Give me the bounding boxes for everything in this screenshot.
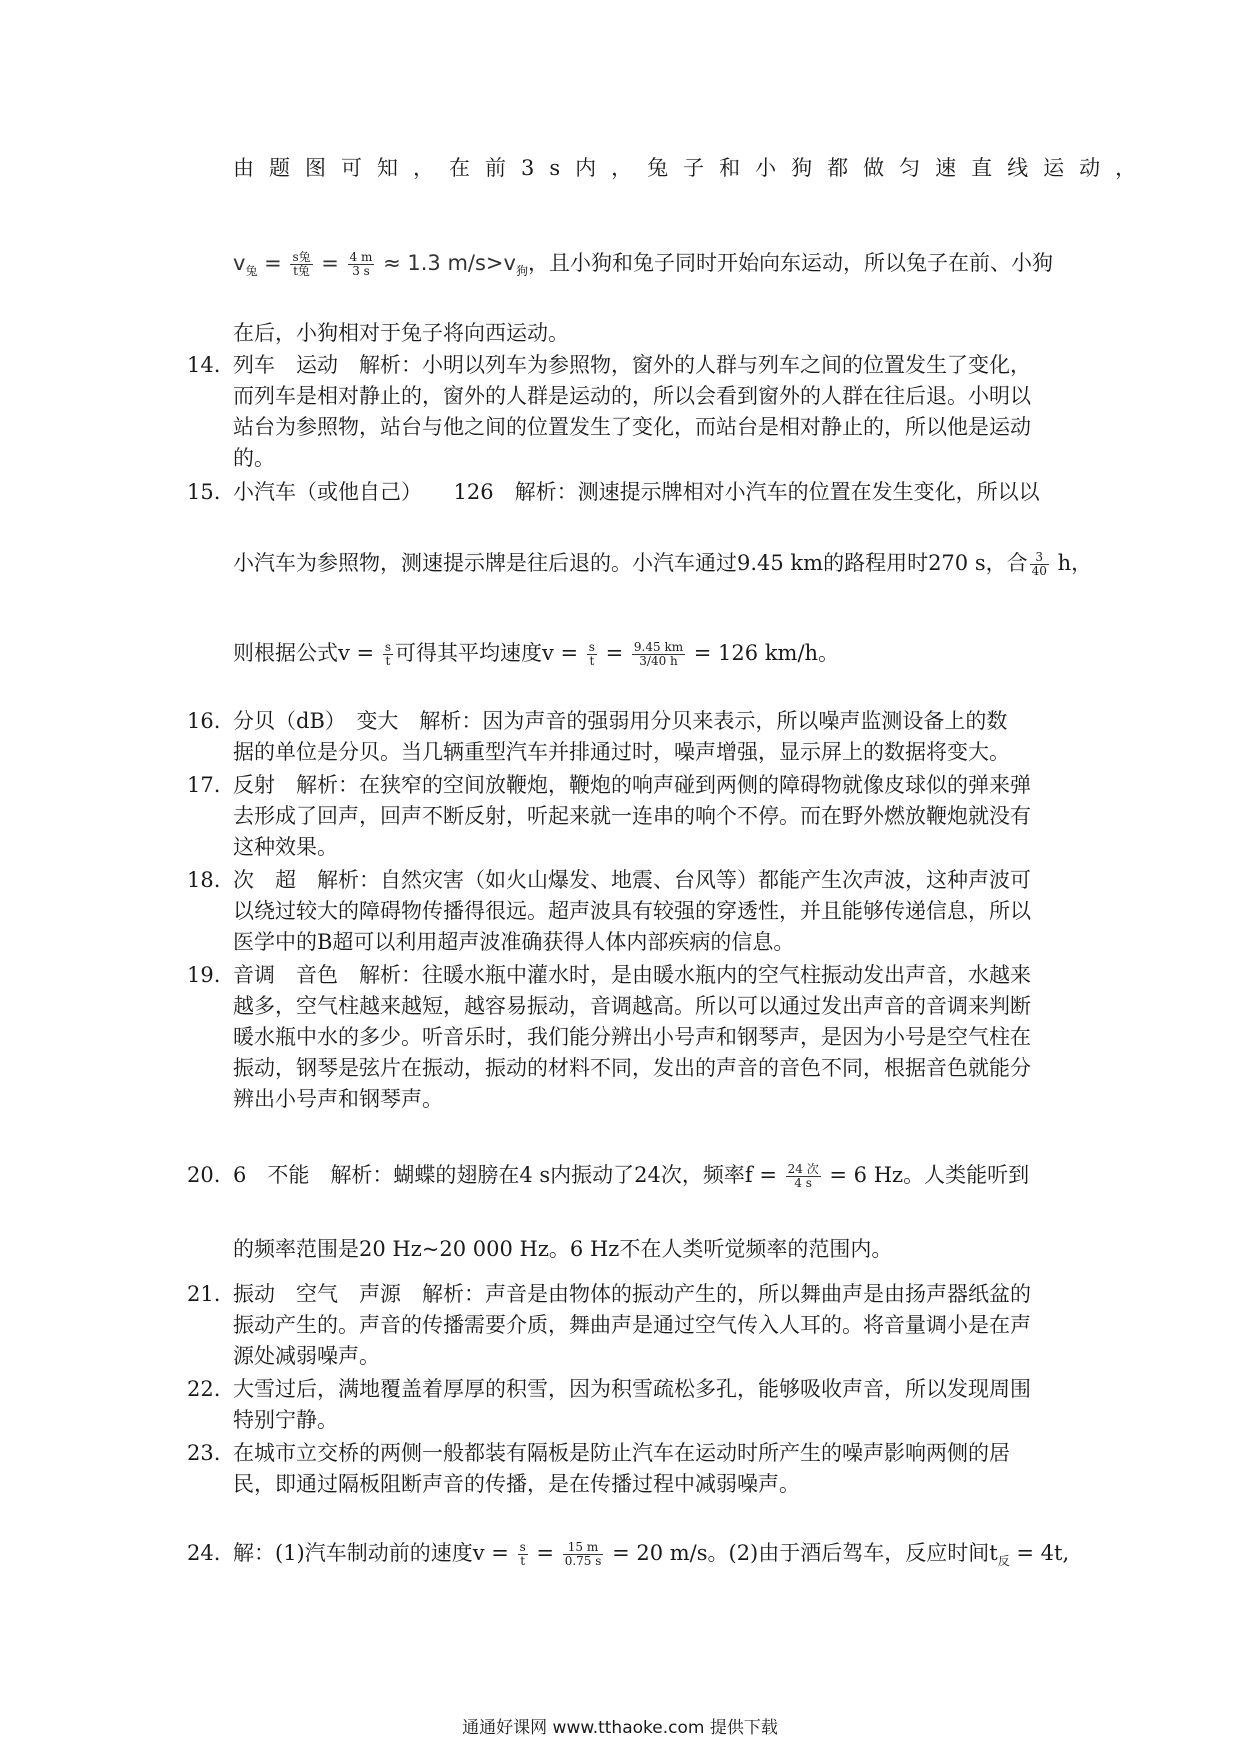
q23-line-1: 在城市立交桥的两侧一般都装有隔板是防止汽车在运动时所产生的噪声影响两侧的居 (233, 1441, 1010, 1465)
q20-number: 20. (187, 1163, 221, 1187)
q19-line-2: 越多，空气柱越来越短，越容易振动，音调越高。所以可以通过发出声音的音调来判断 (233, 994, 1031, 1018)
q18-number: 18. (187, 868, 221, 892)
q22-line-2: 特别宁静。 (233, 1408, 338, 1432)
q21-line-3: 源处减弱噪声。 (233, 1344, 380, 1368)
q15-frac-distance-time: $\frac{9.45 km}{3/40 h}$ (633, 640, 684, 668)
q21-line-2: 振动产生的。声音的传播需要介质，舞曲声是通过空气传入人耳的。将音量调小是在声 (233, 1313, 1031, 1337)
q13-velocity-symbol: v (233, 251, 246, 275)
q13-line-3: 在后，小狗相对于兔子将向西运动。 (233, 321, 569, 345)
q24-line-1: 解：(1)汽车制动前的速度v = $\frac{s}{t}$ = $\frac{15 m}{0.75 s}$ = 20 m/s。(2)由于酒后驾车，反应时间$t_反 = 4t$, (233, 1540, 1070, 1568)
q13-approx: ≈ 1.3 m/s>v (383, 251, 516, 275)
q13-frac-2: $\frac{4 m}{3 s}$ (349, 250, 373, 278)
q17-number: 17. (187, 773, 221, 797)
q20-line-1: 6 不能 解析：蝴蝶的翅膀在4 s内振动了24次，频率f = $\frac{\text{24 次}}{4 s}$ = 6 Hz。人类能听到 (233, 1162, 1030, 1190)
q19-line-3: 暖水瓶中水的多少。听音乐时，我们能分辨出小号声和钢琴声，是因为小号是空气柱在 (233, 1025, 1031, 1049)
q19-line-4: 振动，钢琴是弦片在振动，振动的材料不同，发出的声音的音色不同，根据音色就能分 (233, 1056, 1031, 1080)
q19-number: 19. (187, 963, 221, 987)
q15-line-3: 则根据公式v = $\frac{s}{t}$ 可得其平均速度v = $\frac{s}{t}$ = $\frac{9.45 km}{3/40 h}$ = 126 km/h。 (233, 640, 840, 668)
q21-number: 21. (187, 1282, 221, 1306)
q15-number: 15. (187, 480, 221, 504)
q24-number: 24. (187, 1541, 221, 1565)
q21-line-1: 振动 空气 声源 解析：声音是由物体的振动产生的，所以舞曲声是由扬声器纸盆的 (233, 1282, 1031, 1306)
q16-number: 16. (187, 709, 221, 733)
q13-sub-tu: 兔 (245, 264, 258, 278)
q14-line-3: 站台为参照物，站台与他之间的位置发生了变化，而站台是相对静止的，所以他是运动 (233, 415, 1031, 439)
q22-number: 22. (187, 1377, 221, 1401)
q17-line-2: 去形成了回声，回声不断反射，听起来就一连串的响个不停。而在野外燃放鞭炮就没有 (233, 804, 1031, 828)
q19-line-1: 音调 音色 解析：往暖水瓶中灌水时，是由暖水瓶内的空气柱振动发出声音，水越来 (233, 963, 1031, 987)
page-footer: 通通好课网 www.tthaoke.com 提供下载 (462, 1718, 778, 1738)
q14-line-1: 列车 运动 解析：小明以列车为参照物，窗外的人群与列车之间的位置发生了变化， (233, 353, 1031, 377)
q20-frac-frequency: $\frac{\text{24 次}}{4 s}$ (787, 1162, 819, 1190)
q18-line-1: 次 超 解析：自然灾害（如火山爆发、地震、台风等）都能产生次声波，这种声波可 (233, 868, 1031, 892)
q13-line-2-text: ，且小狗和兔子同时开始向东运动，所以兔子在前、小狗 (527, 251, 1053, 275)
q15-frac-3-40: $\frac{3}{40}$ (1031, 550, 1047, 578)
q14-line-2: 而列车是相对静止的，窗外的人群是运动的，所以会看到窗外的人群在往后退。小明以 (233, 384, 1031, 408)
q22-line-1: 大雪过后，满地覆盖着厚厚的积雪，因为积雪疏松多孔，能够吸收声音，所以发现周围 (233, 1377, 1031, 1401)
q14-number: 14. (187, 353, 221, 377)
q15-line-2: 小汽车为参照物，测速提示牌是往后退的。小汽车通过9.45 km的路程用时270 s，合 $\frac{3}{40}$ h， (233, 550, 1093, 578)
q15-frac-s-t-2: $\frac{s}{t}$ (588, 640, 595, 668)
q23-line-2: 民，即通过隔板阻断声音的传播，是在传播过程中减弱噪声。 (233, 1472, 800, 1496)
q16-line-2: 据的单位是分贝。当几辆重型汽车并排通过时，噪声增强，显示屏上的数据将变大。 (233, 740, 1010, 764)
q13-sub-gou: 狗 (515, 264, 528, 278)
q16-line-1: 分贝（dB） 变大 解析：因为声音的强弱用分贝来表示，所以噪声监测设备上的数 (233, 709, 1008, 733)
q15-frac-s-t-1: $\frac{s}{t}$ (384, 640, 391, 668)
q17-line-3: 这种效果。 (233, 835, 338, 859)
q24-frac-s-t: $\frac{s}{t}$ (519, 1540, 526, 1568)
q17-line-1: 反射 解析：在狭窄的空间放鞭炮，鞭炮的响声碰到两侧的障碍物就像皮球似的弹来弹 (233, 773, 1031, 797)
q13-eq: = (264, 251, 282, 275)
q14-line-4: 的。 (233, 446, 275, 470)
q23-number: 23. (187, 1441, 221, 1465)
q13-line-1: 由题图可知，在前3s内，兔子和小狗都做匀速直线运动， (233, 156, 1152, 180)
q13-frac-1: $\frac{\text{s兔}}{\text{t兔}}$ (292, 250, 311, 278)
q19-line-5: 辨出小号声和钢琴声。 (233, 1087, 443, 1111)
q13-line-2: $v_兔$ = $\frac{\text{s兔}}{\text{t兔}}$ = $\frac{4 m}{3 s}$ ≈ 1.3 $m/s>v_狗$，且小狗和兔子同时开始向东运动，所以兔子在前、小狗 (233, 250, 1053, 278)
q15-line-1: 小汽车（或他自己） 126 解析：测速提示牌相对小汽车的位置在发生变化，所以以 (233, 480, 1040, 504)
q18-line-3: 医学中的B超可以利用超声波准确获得人体内部疾病的信息。 (233, 930, 795, 954)
q18-line-2: 以绕过较大的障碍物传播得很远。超声波具有较强的穿透性，并且能够传递信息，所以 (233, 899, 1031, 923)
q24-sub-fan: 反 (997, 1554, 1010, 1568)
q24-frac-distance-time: $\frac{15 m}{0.75 s}$ (564, 1540, 602, 1568)
q20-line-2: 的频率范围是20 Hz~20 000 Hz。6 Hz不在人类听觉频率的范围内。 (233, 1237, 893, 1261)
